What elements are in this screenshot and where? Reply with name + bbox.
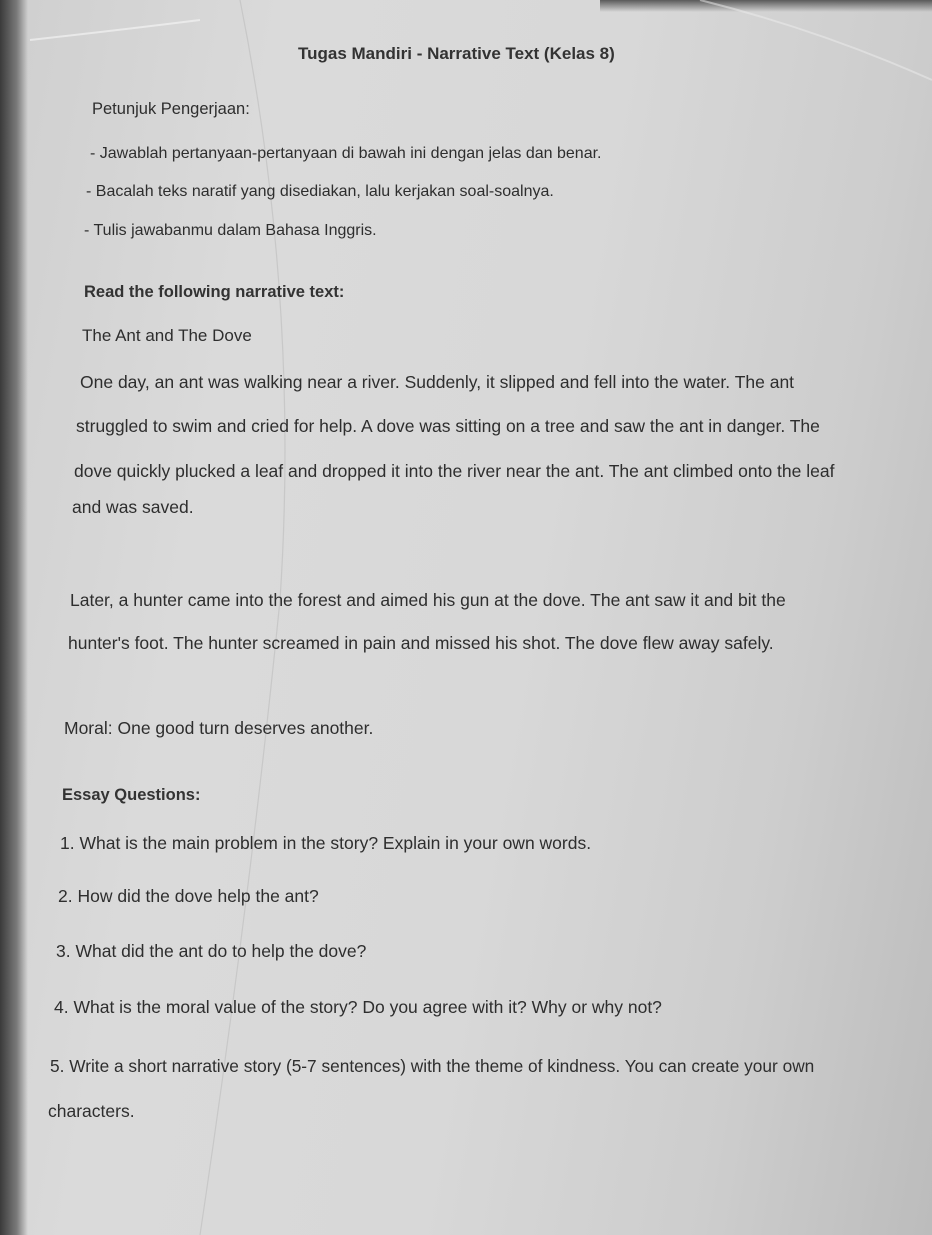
story-line: hunter's foot. The hunter screamed in pain and missed his shot. The dove flew away safely.: [68, 633, 774, 653]
instruction-item: - Jawablah pertanyaan-pertanyaan di bawah ini dengan jelas dan benar.: [90, 145, 602, 162]
reading-prompt: Read the following narrative text:: [84, 283, 345, 301]
essay-question: 4. What is the moral value of the story? Do you agree with it? Why or why not?: [54, 997, 662, 1017]
story-line: dove quickly plucked a leaf and dropped it into the river near the ant. The ant climbed onto the leaf: [74, 461, 835, 481]
instruction-item: - Bacalah teks naratif yang disediakan, lalu kerjakan soal-soalnya.: [86, 183, 554, 200]
story-moral: Moral: One good turn deserves another.: [64, 718, 374, 738]
story-line: One day, an ant was walking near a river. Suddenly, it slipped and fell into the water. The ant: [80, 372, 795, 392]
story-title: The Ant and The Dove: [82, 326, 252, 345]
instructions-heading: Petunjuk Pengerjaan:: [92, 100, 250, 118]
paper-shadow-left: [0, 0, 28, 1235]
story-line: struggled to swim and cried for help. A dove was sitting on a tree and saw the ant in danger. The: [76, 416, 820, 436]
instruction-item: - Tulis jawabanmu dalam Bahasa Inggris.: [84, 222, 377, 239]
essay-question: 2. How did the dove help the ant?: [58, 886, 319, 906]
essay-question-continued: characters.: [48, 1101, 135, 1121]
essay-question: 3. What did the ant do to help the dove?: [56, 941, 367, 961]
story-line: Later, a hunter came into the forest and aimed his gun at the dove. The ant saw it and bit the: [70, 590, 786, 610]
page-title: Tugas Mandiri - Narrative Text (Kelas 8): [298, 44, 615, 63]
essay-heading: Essay Questions:: [62, 786, 201, 804]
paper-shadow-top: [600, 0, 932, 12]
essay-question: 5. Write a short narrative story (5-7 sentences) with the theme of kindness. You can create your own: [50, 1056, 815, 1076]
essay-question: 1. What is the main problem in the story? Explain in your own words.: [60, 833, 592, 853]
story-line: and was saved.: [72, 497, 194, 517]
